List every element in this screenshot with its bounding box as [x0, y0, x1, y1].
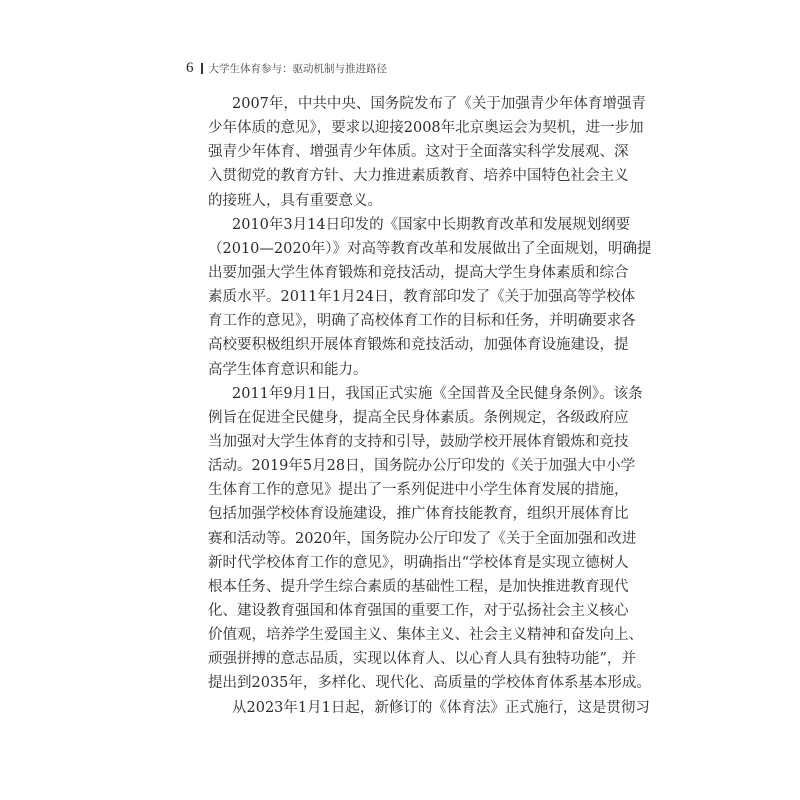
paragraph [208, 92, 646, 213]
paragraph [208, 382, 651, 696]
paragraph [208, 696, 650, 720]
text-line: 2010年3月14日印发的《国家中长期教育改革和发展规划纲要 [232, 216, 631, 233]
text-line: 素质水平。2011年1月24日，教育部印发了《关于加强高等学校体 [208, 289, 636, 306]
paragraph [208, 213, 652, 382]
text-line: 2011年9月1日，我国正式实施《全国普及全民健身条例》。该条 [232, 385, 643, 402]
running-header [186, 59, 387, 77]
text-line: 包括加强学校体育设施建设，推广体育技能教育，组织开展体育比 [208, 506, 629, 523]
text-line: 当加强对大学生体育的支持和引导，鼓励学校开展体育锻炼和竞技 [208, 433, 629, 450]
text-line: 活动。2019年5月28日，国务院办公厅印发的《关于加强大中小学 [208, 458, 636, 475]
text-line: 新时代学校体育工作的意见》，明确指出“学校体育是实现立德树人 [208, 554, 629, 571]
text-line: （2010—2020年）》对高等教育改革和发展做出了全面规划，明确提 [208, 240, 652, 257]
text-line: 少年体质的意见》，要求以迎接2008年北京奥运会为契机，进一步加 [208, 120, 644, 137]
text-line: 价值观，培养学生爱国主义、集体主义、社会主义精神和奋发向上、 [208, 627, 643, 644]
header-divider [201, 63, 203, 74]
running-title: 大学生体育参与：驱动机制与推进路径 [208, 62, 387, 75]
text-line: 提出到2035年，多样化、现代化、高质量的学校体育体系基本形成。 [208, 675, 651, 692]
text-line: 出要加强大学生体育锻炼和竞技活动，提高大学生身体素质和综合 [208, 264, 629, 281]
text-line: 顽强拼搏的意志品质，实现以体育人、以心育人具有独特功能”，并 [208, 651, 636, 668]
text-line: 赛和活动等。2020年，国务院办公厅印发了《关于全面加强和改进 [208, 530, 637, 547]
text-line: 例旨在促进全民健身，提高全民身体素质。条例规定，各级政府应 [208, 409, 629, 426]
text-line: 强青少年体育、增强青少年体质。这对于全面落实科学发展观、深 [208, 144, 629, 161]
text-line: 育工作的意见》，明确了高校体育工作的目标和任务，并明确要求各 [208, 313, 636, 330]
page-number: 6 [186, 59, 194, 76]
text-line: 高学生体育意识和能力。 [208, 361, 368, 378]
body-text [208, 92, 652, 720]
text-line: 入贯彻党的教育方针、大力推进素质教育、培养中国特色社会主义 [208, 168, 629, 185]
text-line: 的接班人，具有重要意义。 [208, 192, 382, 209]
text-line: 2007年，中共中央、国务院发布了《关于加强青少年体育增强青 [232, 96, 646, 112]
text-line: 根本任务、提升学生综合素质的基础性工程，是加快推进教育现代 [208, 578, 629, 595]
text-line: 从2023年1月1日起，新修订的《体育法》正式施行，这是贯彻习 [232, 699, 650, 716]
text-line: 化、建设教育强国和体育强国的重要工作，对于弘扬社会主义核心 [208, 602, 629, 619]
text-line: 高校要积极组织开展体育锻炼和竞技活动，加强体育设施建设，提 [208, 337, 629, 354]
text-line: 生体育工作的意见》提出了一系列促进中小学生体育发展的措施， [208, 482, 629, 499]
